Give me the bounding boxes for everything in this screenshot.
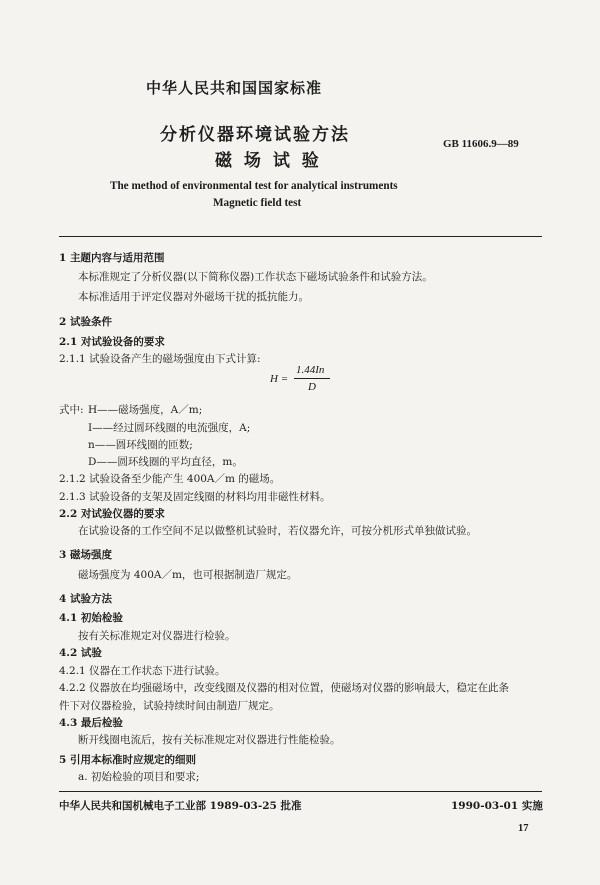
where-label: 式中: — [59, 404, 84, 416]
section-5-heading: 5 引用本标准时应规定的细则 — [59, 754, 196, 766]
section-4-1-heading: 4.1 初始检验 — [59, 612, 123, 624]
variable-i: I——经过圆环线圈的电流强度，A; — [88, 422, 251, 434]
section-2-2-text: 在试验设备的工作空间不足以做整机试验时，若仪器允许，可按分机形式单独做试验。 — [78, 525, 477, 537]
variable-n: n——圆环线圈的匝数; — [88, 439, 193, 451]
section-4-2-2-text: 4.2.2 仪器放在均强磁场中，改变线圈及仪器的相对位置，使磁场对仪器的影响最大，稳定在此条 — [59, 682, 510, 694]
section-1-para-2: 本标准适用于评定仪器对外磁场干扰的抵抗能力。 — [78, 291, 309, 303]
section-4-2-heading: 4.2 试验 — [59, 647, 102, 659]
variable-d: D——圆环线圈的平均直径，m。 — [88, 456, 243, 468]
section-2-2-heading: 2.2 对试验仪器的要求 — [59, 508, 165, 520]
section-2-1-3-text: 2.1.3 试验设备的支架及固定线圈的材料均用非磁性材料。 — [59, 491, 331, 503]
document-subtitle: 磁 场 试 验 — [215, 151, 322, 171]
formula-denominator: D — [308, 381, 316, 393]
section-3-text: 磁场强度为 400A／m，也可根据制造厂规定。 — [78, 569, 298, 581]
section-4-3-text: 断开线圈电流后，按有关标准规定对仪器进行性能检验。 — [78, 734, 341, 746]
footer-rule — [59, 791, 542, 792]
section-2-1-heading: 2.1 对试验设备的要求 — [59, 336, 165, 348]
effective-date: 1990-03-01 实施 — [451, 800, 543, 812]
english-subtitle: Magnetic field test — [213, 197, 302, 209]
formula-lhs: H = — [270, 373, 289, 385]
standard-number: GB 11606.9—89 — [443, 138, 519, 150]
english-title: The method of environmental test for analytical instruments — [110, 180, 398, 192]
section-4-2-2-text-cont: 件下对仪器检验，试验持续时间由制造厂规定。 — [59, 700, 280, 712]
section-2-1-2-text: 2.1.2 试验设备至少能产生 400A／m 的磁场。 — [59, 473, 281, 485]
section-4-3-heading: 4.3 最后检验 — [59, 717, 123, 729]
section-4-2-1-text: 4.2.1 仪器在工作状态下进行试验。 — [59, 665, 226, 677]
variable-h: H——磁场强度，A／m; — [88, 404, 203, 416]
section-1-para-1: 本标准规定了分析仪器(以下简称仪器)工作状态下磁场试验条件和试验方法。 — [78, 271, 433, 283]
section-2-1-1-text: 2.1.1 试验设备产生的磁场强度由下式计算: — [59, 353, 261, 365]
formula-fraction-bar — [294, 378, 330, 379]
document-title: 分析仪器环境试验方法 — [160, 125, 350, 145]
section-1-heading: 1 主题内容与适用范围 — [59, 252, 165, 264]
section-2-heading: 2 试验条件 — [59, 316, 112, 328]
section-4-1-text: 按有关标准规定对仪器进行检验。 — [78, 630, 236, 642]
section-3-heading: 3 磁场强度 — [59, 549, 112, 561]
approval-line: 中华人民共和国机械电子工业部 1989-03-25 批准 — [59, 800, 302, 812]
section-5-item-a: a. 初始检验的项目和要求; — [78, 771, 200, 783]
national-standard-label: 中华人民共和国国家标准 — [146, 79, 323, 97]
section-4-heading: 4 试验方法 — [59, 593, 112, 605]
header-rule — [59, 236, 542, 237]
formula-numerator: 1.44In — [296, 364, 325, 376]
page-number: 17 — [518, 823, 529, 834]
